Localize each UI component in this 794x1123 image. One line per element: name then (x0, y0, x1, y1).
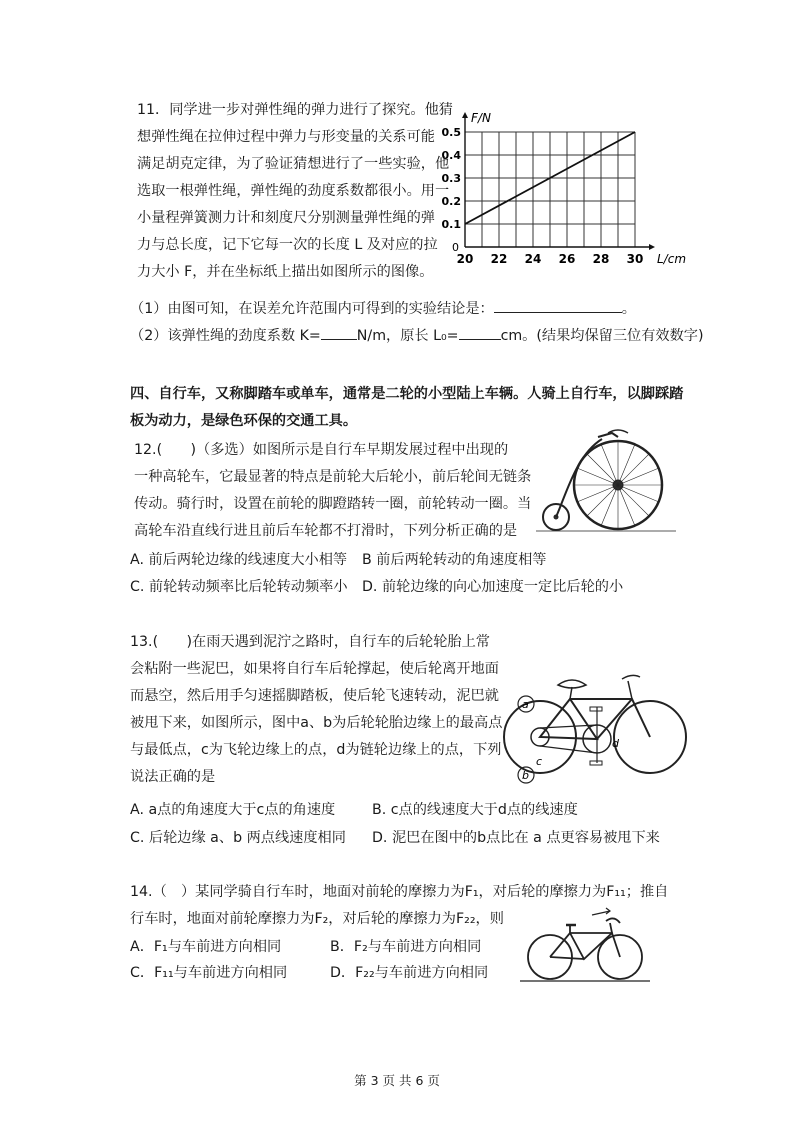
q14-line: 14.（ ）某同学骑自行车时，地面对前轮的摩擦力为F₁，对后轮的摩擦力为F₁₁；推自 (130, 884, 669, 900)
q11-line: 小量程弹簧测力计和刻度尺分别测量弹性绳的弹 (137, 210, 435, 226)
section4-line: 四、自行车，又称脚踏车或单车，通常是二轮的小型陆上车辆。人骑上自行车，以脚踩踏 (130, 386, 684, 402)
q11-sub1 (130, 298, 636, 319)
q13-option-b: B. c点的线速度大于d点的线速度 (372, 802, 578, 818)
x-axis-arrow (649, 244, 655, 250)
q11-sub2-text: （2）该弹性绳的劲度系数 K= (130, 328, 321, 344)
q14-option-c: C．F₁₁与车前进方向相同 (130, 965, 288, 981)
page-number: 第 3 页 共 6 页 (354, 1073, 440, 1088)
answer-blank-k[interactable] (321, 325, 357, 340)
q12-line: 一种高轮车，它最显著的特点是前轮大后轮小，前后轮间无链条 (134, 469, 532, 485)
y-tick-label: 0.3 (441, 172, 461, 185)
q11-sub1-end: 。 (621, 301, 636, 317)
q11-line: 11．同学进一步对弹性绳的弹力进行了探究。他猜 (137, 102, 453, 118)
q11-sub2 (130, 325, 704, 346)
chart-labels (442, 111, 687, 266)
q12-option-d: D. 前轮边缘的向心加速度一定比后轮的小 (362, 579, 624, 595)
y-tick-label: 0.1 (441, 218, 461, 231)
point-c-label: c (536, 755, 543, 768)
y-tick-label: 0.5 (441, 126, 461, 139)
point-d-label: d (612, 737, 619, 750)
x-tick-label: 24 (524, 252, 542, 266)
q14-line: 行车时，地面对前轮摩擦力为F₂，对后轮的摩擦力为F₂₂，则 (130, 911, 504, 927)
point-a-label: a (522, 698, 529, 711)
y-tick-label: 0.2 (441, 195, 461, 208)
chart-axes (462, 112, 655, 250)
q13-line: 说法正确的是 (130, 769, 216, 785)
y-axis-arrow (462, 112, 468, 118)
push-bicycle-figure (520, 905, 650, 990)
q12-line: 12.( )（多选）如图所示是自行车早期发展过程中出现的 (134, 442, 509, 458)
q12-option-a: A. 前后两轮边缘的线速度大小相等 (130, 552, 348, 568)
q13-option-d: D. 泥巴在图中的b点比在 a 点更容易被甩下来 (372, 830, 660, 846)
q13-option-a: A. a点的角速度大于c点的角速度 (130, 802, 336, 818)
q13-line: 与最低点，c为飞轮边缘上的点，d为链轮边缘上的点，下列 (130, 742, 502, 758)
q11-sub2-tail: cm。(结果均保留三位有效数字) (500, 328, 704, 344)
answer-blank-l0[interactable] (459, 325, 501, 340)
q12-line: 传动。骑行时，设置在前轮的脚蹬踏转一圈，前轮转动一圈。当 (134, 496, 532, 512)
q11-line: 想弹性绳在拉伸过程中弹力与形变量的关系可能 (137, 129, 435, 145)
q14-option-d: D．F₂₂与车前进方向相同 (330, 965, 489, 981)
chain-bicycle-figure (500, 655, 690, 790)
point-b-label: b (522, 769, 529, 782)
x-tick-label: 20 (456, 252, 474, 266)
q14-option-a: A．F₁与车前进方向相同 (130, 939, 282, 955)
q12-option-c: C. 前轮转动频率比后轮转动频率小 (130, 579, 348, 595)
q12-line: 高轮车沿直线行进且前后车轮都不打滑时，下列分析正确的是 (134, 523, 518, 539)
x-tick-label: 22 (490, 252, 508, 266)
q13-line: 会粘附一些泥巴，如果将自行车后轮撑起，使后轮离开地面 (130, 661, 499, 677)
q13-option-c: C. 后轮边缘 a、b 两点线速度相同 (130, 830, 346, 846)
x-axis-label: L/cm (657, 252, 687, 266)
origin-label: 0 (452, 241, 459, 254)
x-tick-label: 30 (626, 252, 644, 266)
q11-line: 力大小 F，并在坐标纸上描出如图所示的图像。 (137, 264, 434, 280)
q11-line: 力与总长度，记下它每一次的长度 L 及对应的拉 (137, 237, 438, 253)
q11-sub2-unit: N/m，原长 L₀= (356, 328, 459, 344)
q11-line: 选取一根弹性绳，弹性绳的劲度系数都很小。用一 (137, 183, 450, 199)
q13-line: 被甩下来，如图所示，图中a、b为后轮轮胎边缘上的最高点 (130, 715, 503, 731)
force-length-chart (440, 108, 690, 268)
y-axis-label: F/N (471, 111, 491, 125)
q14-option-b: B．F₂与车前进方向相同 (330, 939, 482, 955)
q12-option-b: B 前后两轮转动的角速度相等 (362, 552, 547, 568)
section4-line: 板为动力，是绿色环保的交通工具。 (130, 413, 358, 429)
answer-blank[interactable] (494, 298, 622, 313)
y-tick-label: 0.4 (441, 149, 461, 162)
q11-line: 满足胡克定律，为了验证猜想进行了一些实验，他 (137, 156, 450, 172)
chart-grid (465, 132, 635, 247)
high-wheel-bicycle-figure (536, 425, 676, 535)
x-tick-label: 26 (558, 252, 576, 266)
q13-line: 而悬空，然后用手匀速摇脚踏板，使后轮飞速转动，泥巴就 (130, 688, 499, 704)
q13-line: 13.( )在雨天遇到泥泞之路时，自行车的后轮轮胎上常 (130, 634, 490, 650)
q11-sub1-text: （1）由图可知，在误差允许范围内可得到的实验结论是： (130, 301, 494, 317)
x-tick-label: 28 (592, 252, 610, 266)
